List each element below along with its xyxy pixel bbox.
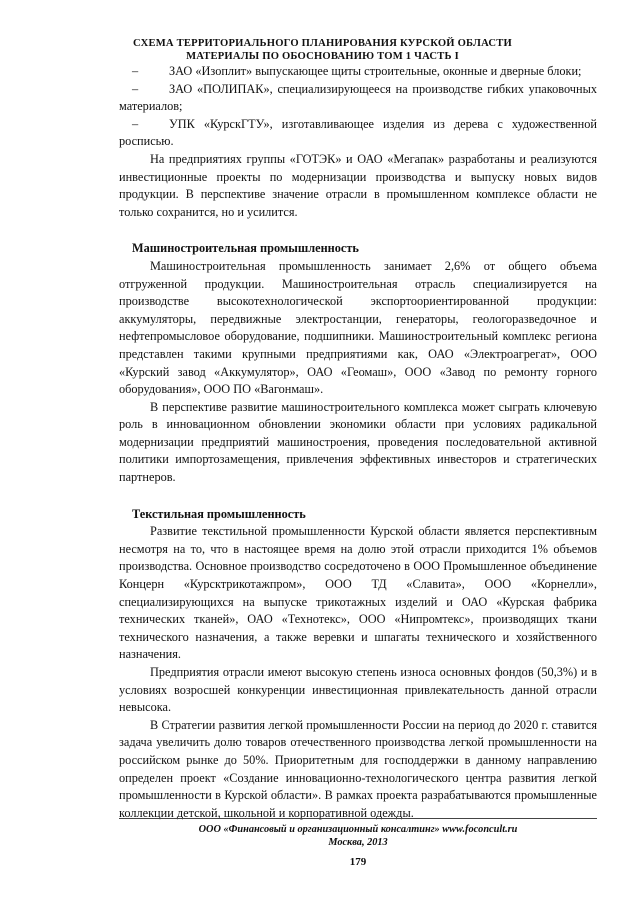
dash-bullet: – (132, 116, 139, 131)
footer-company: ООО «Финансовый и организационный консалтинг» www.foconcult.ru (198, 824, 518, 835)
footer-city-year: Москва, 2013 (328, 837, 388, 848)
page-header (100, 37, 545, 63)
list-item (119, 116, 597, 151)
header-title: СХЕМА ТЕРРИТОРИАЛЬНОГО ПЛАНИРОВАНИЯ КУРСКОЙ ОБЛАСТИ (133, 38, 512, 49)
dash-bullet: – (132, 81, 139, 96)
list-item-text: ЗАО «ПОЛИПАК», специализирующееся на производстве гибких упаковочных материалов; (119, 81, 597, 114)
paragraph: В Стратегии развития легкой промышленности России на период до 2020 г. ставится задача увеличить долю товаров отечественного производства легкой промышленности на российском рынке до 50%. Приоритетным для господдержки в данному направлению определен проект «Создание инновационно-технологического центра развития легкой промышленности в Курской области». В рамках проекта разрабатываются промышленные коллекции детской, школьной и корпоративной одежды. (119, 717, 597, 820)
section-heading-textile: Текстильная промышленность (132, 506, 306, 521)
dash-bullet: – (132, 64, 139, 78)
footer-divider (119, 818, 597, 819)
list-item (119, 63, 597, 81)
list-item (119, 81, 597, 116)
page-body (119, 63, 597, 822)
paragraph: Машиностроительная промышленность занимает 2,6% от общего объема отгруженной продукции. Машиностроительная отрасль специализируется на производстве высокотехнологической экспортоориентированной продукции: аккумуляторы, передвижные электростанции, генераторы, геологоразведочное и нефтепромысловое оборудование, подшипники. Машиностроительный комплекс региона представлен такими крупными предприятиями как, ОАО «Электроагрегат», ООО «Курский завод «Аккумулятор», ОАО «Геомаш», ООО «Завод по ремонту горного оборудования», ООО ПО «Вагонмаш». (119, 258, 597, 397)
paragraph: Развитие текстильной промышленности Курской области является перспективным несмотря на то, что в настоящее время на долю этой отрасли приходится 1% объемов производства. Основное производство сосредоточено в ООО Промышленное объединение Концерн «Курсктрикотажпром», ООО ТД «Славита», ООО «Корнелли», специализирующихся на выпуске трикотажных изделий и ОАО «Курская фабрика технических тканей», ОАО «Технотекс», ООО «Нипромтекс», производящих ткани технического назначения, а также веревки и шпагаты технического и хозяйственного назначения. (119, 524, 597, 662)
section-gap (119, 221, 597, 240)
paragraph: На предприятиях группы «ГОТЭК» и ОАО «Мегапак» разработаны и реализуются инвестиционные проекты по модернизации производства и выпуску новых видов продукции. В перспективе значение отрасли в промышленном комплексе области не только сохранится, но и усилится. (119, 151, 597, 219)
paragraph: Предприятия отрасли имеют высокую степень износа основных фондов (50,3%) и в условиях возросшей конкуренции инвестиционная привлекательность данной отрасли невысока. (119, 665, 597, 715)
section-heading-machinery: Машиностроительная промышленность (132, 241, 359, 256)
page-footer (119, 823, 597, 849)
header-subtitle: МАТЕРИАЛЫ ПО ОБОСНОВАНИЮ ТОМ 1 ЧАСТЬ I (186, 51, 459, 62)
list-item-text: УПК «КурскГТУ», изготавливающее изделия из дерева с художественной росписью. (119, 116, 597, 149)
page-number: 179 (349, 856, 367, 868)
section-gap (119, 487, 597, 506)
list-item-text: ЗАО «Изоплит» выпускающее щиты строительные, оконные и дверные блоки; (169, 64, 582, 78)
paragraph: В перспективе развитие машиностроительного комплекса может сыграть ключевую роль в инновационном обновлении экономики области при условиях радикальной модернизации предприятий машиностроения, проведения последовательной активной политики импортозамещения, привлечения эффективных инвесторов и стратегических партнеров. (119, 399, 597, 485)
